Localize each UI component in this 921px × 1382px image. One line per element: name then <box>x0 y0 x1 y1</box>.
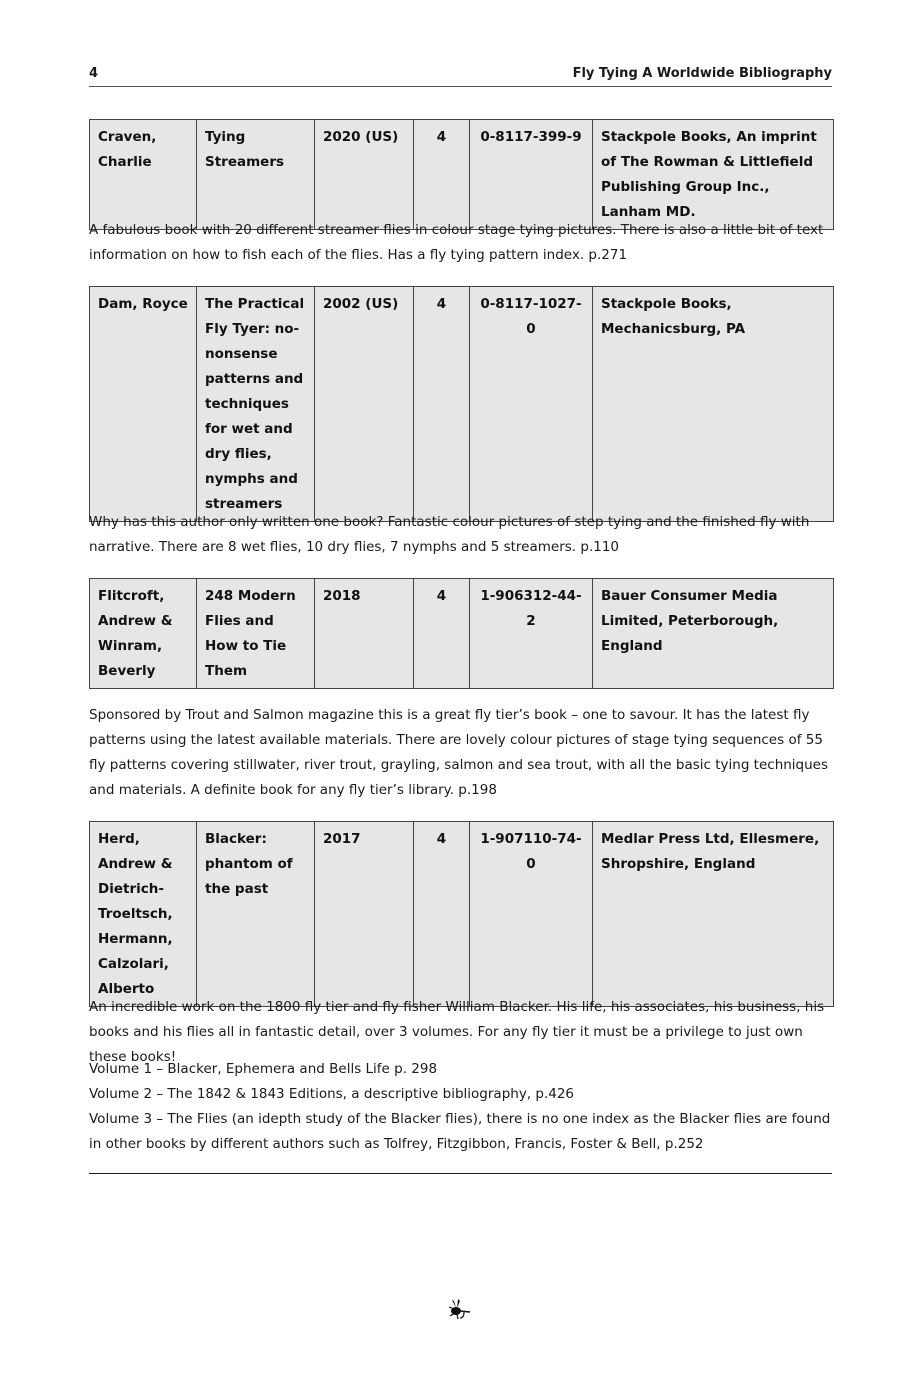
year-cell: 2002 (US) <box>315 287 414 522</box>
author-cell: Flitcroft, Andrew & Winram, Beverly <box>90 579 197 689</box>
year-cell: 2020 (US) <box>315 120 414 230</box>
title-cell: Blacker: phantom of the past <box>197 822 315 1007</box>
running-header <box>89 66 832 87</box>
table-row <box>90 120 834 230</box>
rating-cell: 4 <box>414 287 470 522</box>
year-cell: 2018 <box>315 579 414 689</box>
table-row <box>90 287 834 522</box>
publisher-cell: Medlar Press Ltd, Ellesmere, Shropshire, England <box>593 822 834 1007</box>
isbn-cell: 0-8117-1027-0 <box>470 287 593 522</box>
bibliography-entry-table <box>89 821 834 1007</box>
bibliography-entry-table <box>89 578 834 689</box>
review-paragraph: A fabulous book with 20 different streamer flies in colour stage tying pictures. There is also a little bit of text information on how to fish each of the flies. Has a fly tying pattern index. p.271 <box>89 222 824 263</box>
title-cell: Tying Streamers <box>197 120 315 230</box>
author-cell: Dam, Royce <box>90 287 197 522</box>
author-cell: Craven, Charlie <box>90 120 197 230</box>
fly-ornament-icon <box>446 1298 474 1322</box>
rating-cell: 4 <box>414 579 470 689</box>
page-number: 4 <box>89 66 99 81</box>
rating-cell: 4 <box>414 822 470 1007</box>
isbn-cell: 0-8117-399-9 <box>470 120 593 230</box>
publisher-cell: Bauer Consumer Media Limited, Peterborough, England <box>593 579 834 689</box>
table-row <box>90 579 834 689</box>
isbn-cell: 1-907110-74-0 <box>470 822 593 1007</box>
author-cell: Herd, Andrew & Dietrich-Troeltsch, Hermann, Calzolari, Alberto <box>90 822 197 1007</box>
publisher-cell: Stackpole Books, An imprint of The Rowman & Littlefield Publishing Group Inc., Lanham MD. <box>593 120 834 230</box>
volume-line: Volume 2 – The 1842 & 1843 Editions, a descriptive bibliography, p.426 <box>89 1086 575 1102</box>
review-paragraph: An incredible work on the 1800 fly tier and fly fisher William Blacker. His life, his associates, his business, his books and his flies all in fantastic detail, over 3 volumes. For any fly tier it must be a privilege to just own these books! <box>89 999 825 1065</box>
volume-line: Volume 1 – Blacker, Ephemera and Bells Life p. 298 <box>89 1061 438 1077</box>
bibliography-entry-table <box>89 286 834 522</box>
review-paragraph: Sponsored by Trout and Salmon magazine this is a great fly tier’s book – one to savour. It has the latest fly patterns using the latest available materials. There are lovely colour pictures of stage tying sequences of 55 fly patterns covering stillwater, river trout, grayling, salmon and sea trout, with all the basic tying techniques and materials. A definite book for any fly tier’s library. p.198 <box>89 707 829 798</box>
year-cell: 2017 <box>315 822 414 1007</box>
volume-line: Volume 3 – The Flies (an idepth study of the Blacker flies), there is no one index as the Blacker flies are found in other books by different authors such as Tolfrey, Fitzgibbon, Francis, Foster & Bell, p.252 <box>89 1111 831 1152</box>
title-cell: The Practical Fly Tyer: no-nonsense patterns and techniques for wet and dry flies, nymphs and streamers <box>197 287 315 522</box>
rating-cell: 4 <box>414 120 470 230</box>
review-paragraph: Why has this author only written one book? Fantastic colour pictures of step tying and the finished fly with narrative. There are 8 wet flies, 10 dry flies, 7 nymphs and 5 streamers. p.110 <box>89 514 810 555</box>
section-divider <box>89 1173 832 1174</box>
bibliography-entry-table <box>89 119 834 230</box>
running-title: Fly Tying A Worldwide Bibliography <box>572 66 832 81</box>
title-cell: 248 Modern Flies and How to Tie Them <box>197 579 315 689</box>
table-row <box>90 822 834 1007</box>
isbn-cell: 1-906312-44-2 <box>470 579 593 689</box>
publisher-cell: Stackpole Books, Mechanicsburg, PA <box>593 287 834 522</box>
